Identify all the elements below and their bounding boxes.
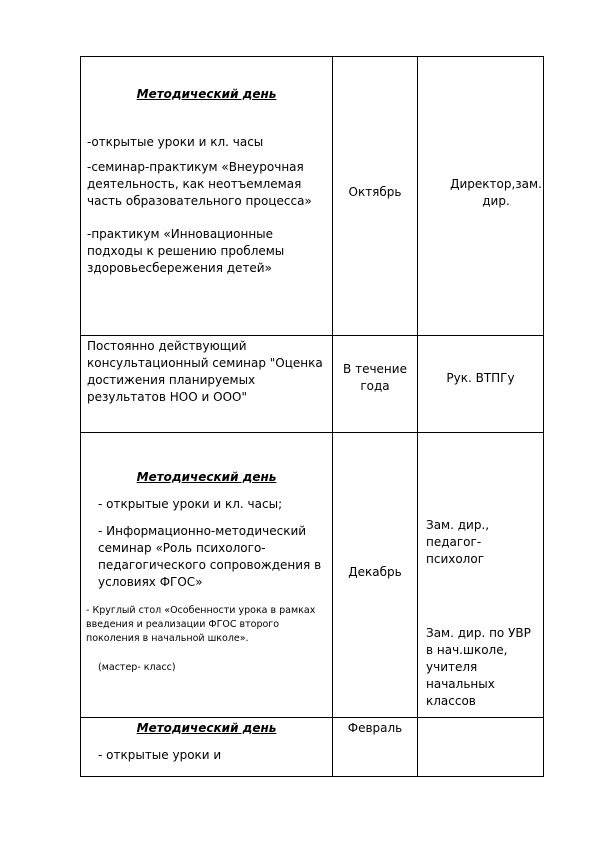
responsible-text: Зам. дир. по УВР в нач.школе, учителя начальных классов — [426, 626, 531, 708]
responsible-text: Рук. ВТПГу — [446, 371, 515, 385]
date-cell — [333, 718, 418, 777]
responsible-text: Директор,зам. дир. — [450, 177, 542, 208]
responsible-text: Зам. дир., педагог-психолог — [426, 518, 490, 566]
date-cell — [333, 433, 418, 718]
responsible-cell — [418, 336, 544, 433]
date-text: Февраль — [347, 721, 403, 735]
list-item: - Круглый стол «Особенности урока в рамках введения и реализации ФГОС второго поколения в начальной школе». — [86, 605, 316, 644]
date-cell — [333, 336, 418, 433]
list-item: (мастер- класс) — [98, 662, 176, 673]
plan-table — [80, 56, 544, 777]
date-cell — [333, 57, 418, 336]
activity-cell — [81, 718, 333, 777]
date-text: Декабрь — [348, 565, 402, 579]
method-day-header: Методический день — [136, 87, 277, 101]
responsible-cell — [418, 433, 544, 718]
table-row — [81, 336, 544, 433]
table-row — [81, 57, 544, 336]
seminar-text: Постоянно действующий консультационный семинар "Оценка достижения планируемых результатов НОО и ООО" — [87, 339, 323, 404]
activity-cell — [81, 433, 333, 718]
list-item: - открытые уроки и — [98, 748, 222, 762]
list-item: -открытые уроки и кл. часы — [87, 135, 264, 149]
activity-cell — [81, 336, 333, 433]
list-item: - Информационно-методический семинар «Роль психолого-педагогического сопровождения в условиях ФГОС» — [98, 524, 322, 589]
responsible-cell — [418, 57, 544, 336]
date-text: Октябрь — [348, 185, 402, 199]
method-day-header: Методический день — [136, 721, 277, 735]
list-item: - открытые уроки и кл. часы; — [98, 497, 283, 511]
responsible-cell — [418, 718, 544, 777]
list-item: -семинар-практикум «Внеурочная деятельность, как неотъемлемая часть образовательного процесса» — [87, 160, 312, 208]
date-text: В течение года — [343, 362, 407, 393]
table-row — [81, 718, 544, 777]
activity-cell — [81, 57, 333, 336]
table-row — [81, 433, 544, 718]
method-day-header: Методический день — [136, 470, 277, 484]
list-item: -практикум «Инновационные подходы к решению проблемы здоровьесбережения детей» — [87, 227, 285, 275]
